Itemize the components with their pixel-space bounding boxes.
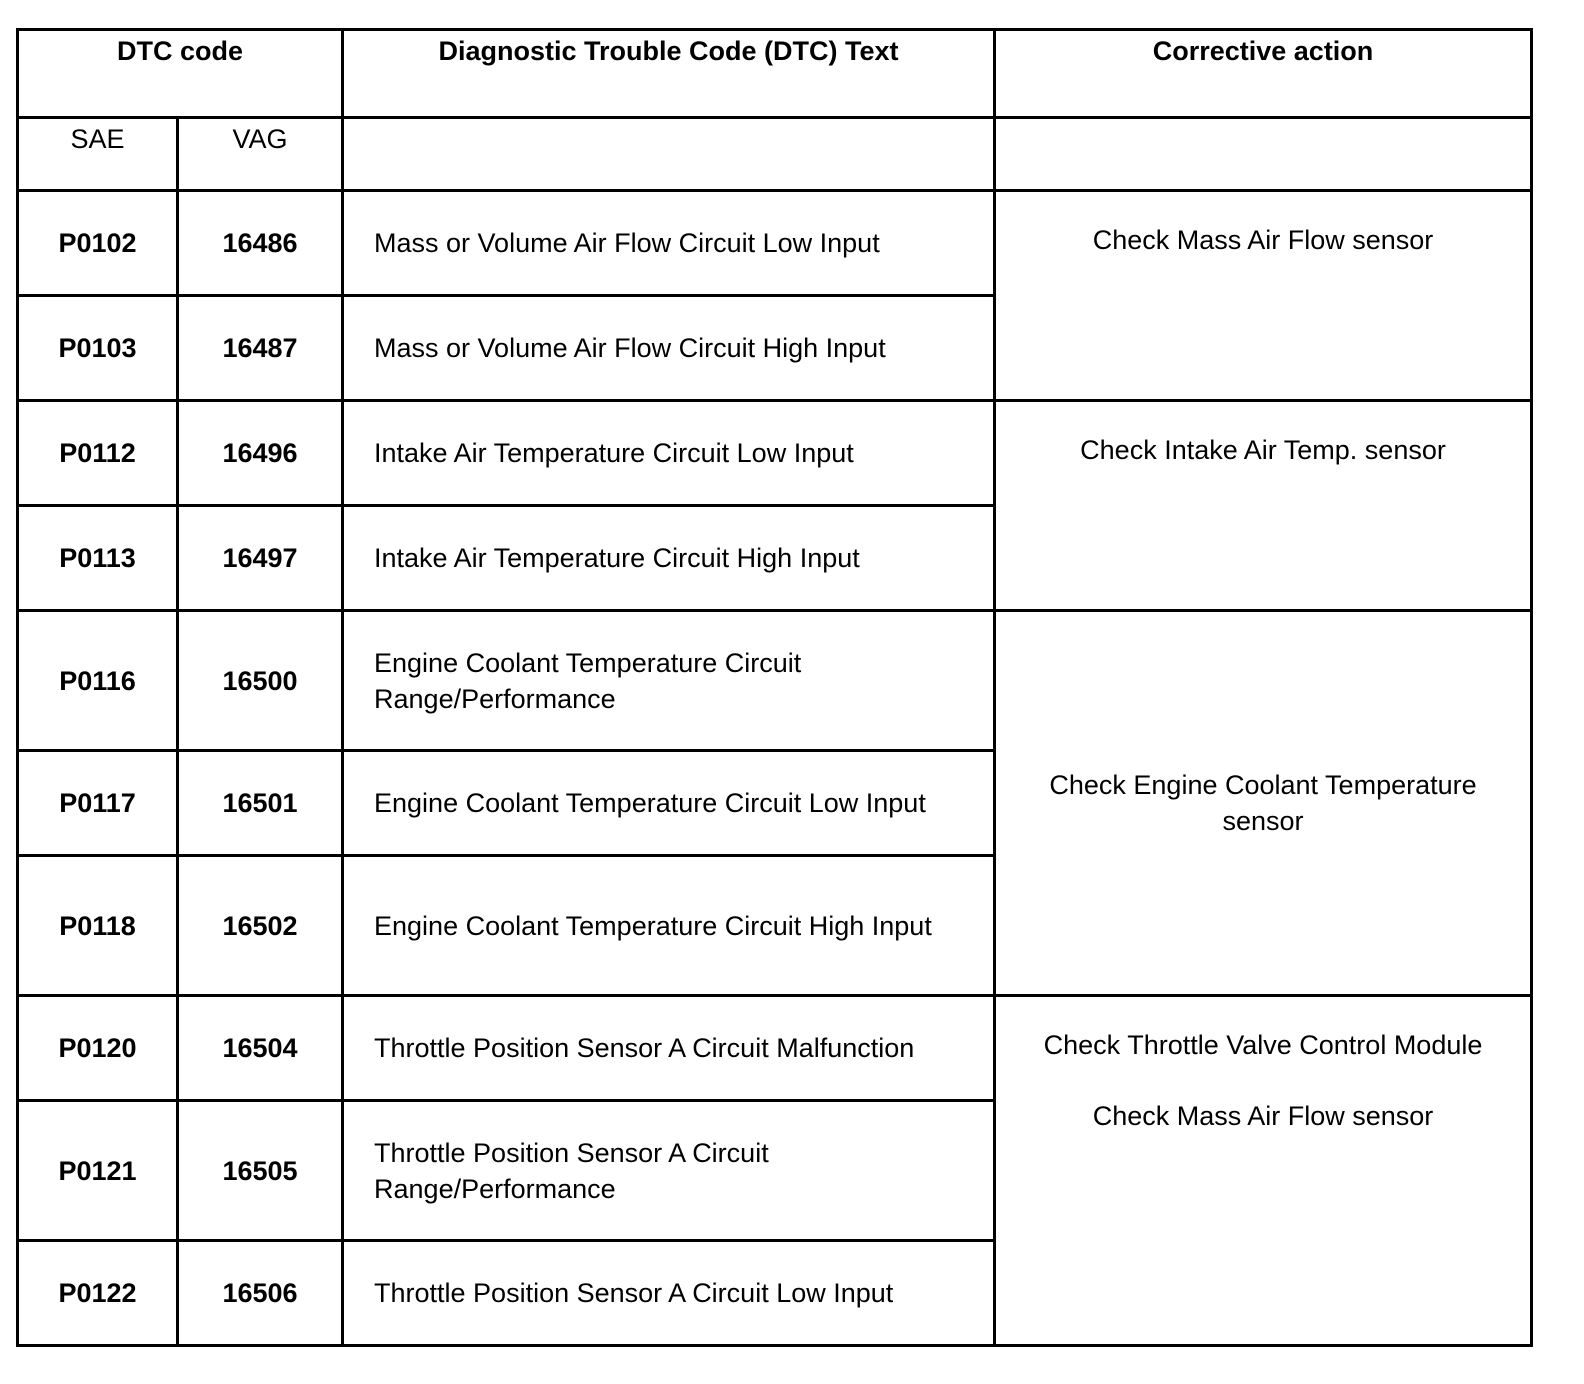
action-line: Check Mass Air Flow sensor (1092, 225, 1434, 255)
vag-code: 16501 (178, 751, 343, 856)
action-line: Check Throttle Valve Control Module (1043, 1030, 1483, 1060)
sae-code: P0113 (18, 506, 178, 611)
dtc-text: Mass or Volume Air Flow Circuit High Input (343, 296, 995, 401)
corrective-action (995, 401, 1532, 611)
dtc-text: Engine Coolant Temperature Circuit Range/Performance (343, 611, 995, 751)
dtc-table (16, 28, 1533, 1347)
sae-code: P0121 (18, 1101, 178, 1241)
dtc-text: Throttle Position Sensor A Circuit Low Input (343, 1241, 995, 1346)
corrective-action (995, 191, 1532, 401)
action-line: Check Intake Air Temp. sensor (1080, 435, 1446, 465)
header-sae: SAE (18, 118, 178, 191)
action-line: Check Mass Air Flow sensor (1092, 1101, 1434, 1131)
sae-code: P0117 (18, 751, 178, 856)
header-vag: VAG (178, 118, 343, 191)
table-row (18, 611, 1532, 751)
table-row (18, 401, 1532, 506)
sae-code: P0103 (18, 296, 178, 401)
header-empty-action (995, 118, 1532, 191)
corrective-action (995, 996, 1532, 1346)
header-corrective-action: Corrective action (995, 30, 1532, 118)
vag-code: 16502 (178, 856, 343, 996)
vag-code: 16486 (178, 191, 343, 296)
dtc-text: Intake Air Temperature Circuit High Input (343, 506, 995, 611)
vag-code: 16496 (178, 401, 343, 506)
table-row (18, 191, 1532, 296)
table-row (18, 996, 1532, 1101)
sae-code: P0116 (18, 611, 178, 751)
dtc-text: Engine Coolant Temperature Circuit High Input (343, 856, 995, 996)
sae-code: P0122 (18, 1241, 178, 1346)
header-dtc-code: DTC code (18, 30, 343, 118)
dtc-text: Throttle Position Sensor A Circuit Range/Performance (343, 1101, 995, 1241)
dtc-text: Engine Coolant Temperature Circuit Low Input (343, 751, 995, 856)
header-dtc-text: Diagnostic Trouble Code (DTC) Text (343, 30, 995, 118)
sae-code: P0112 (18, 401, 178, 506)
vag-code: 16504 (178, 996, 343, 1101)
vag-code: 16500 (178, 611, 343, 751)
sae-code: P0118 (18, 856, 178, 996)
vag-code: 16487 (178, 296, 343, 401)
header-row (18, 30, 1532, 118)
vag-code: 16506 (178, 1241, 343, 1346)
vag-code: 16505 (178, 1101, 343, 1241)
dtc-text: Intake Air Temperature Circuit Low Input (343, 401, 995, 506)
dtc-text: Mass or Volume Air Flow Circuit Low Input (343, 191, 995, 296)
sae-code: P0102 (18, 191, 178, 296)
subheader-row (18, 118, 1532, 191)
vag-code: 16497 (178, 506, 343, 611)
header-empty-text (343, 118, 995, 191)
corrective-action: Check Engine Coolant Temperature sensor (995, 611, 1532, 996)
dtc-text: Throttle Position Sensor A Circuit Malfunction (343, 996, 995, 1101)
sae-code: P0120 (18, 996, 178, 1101)
